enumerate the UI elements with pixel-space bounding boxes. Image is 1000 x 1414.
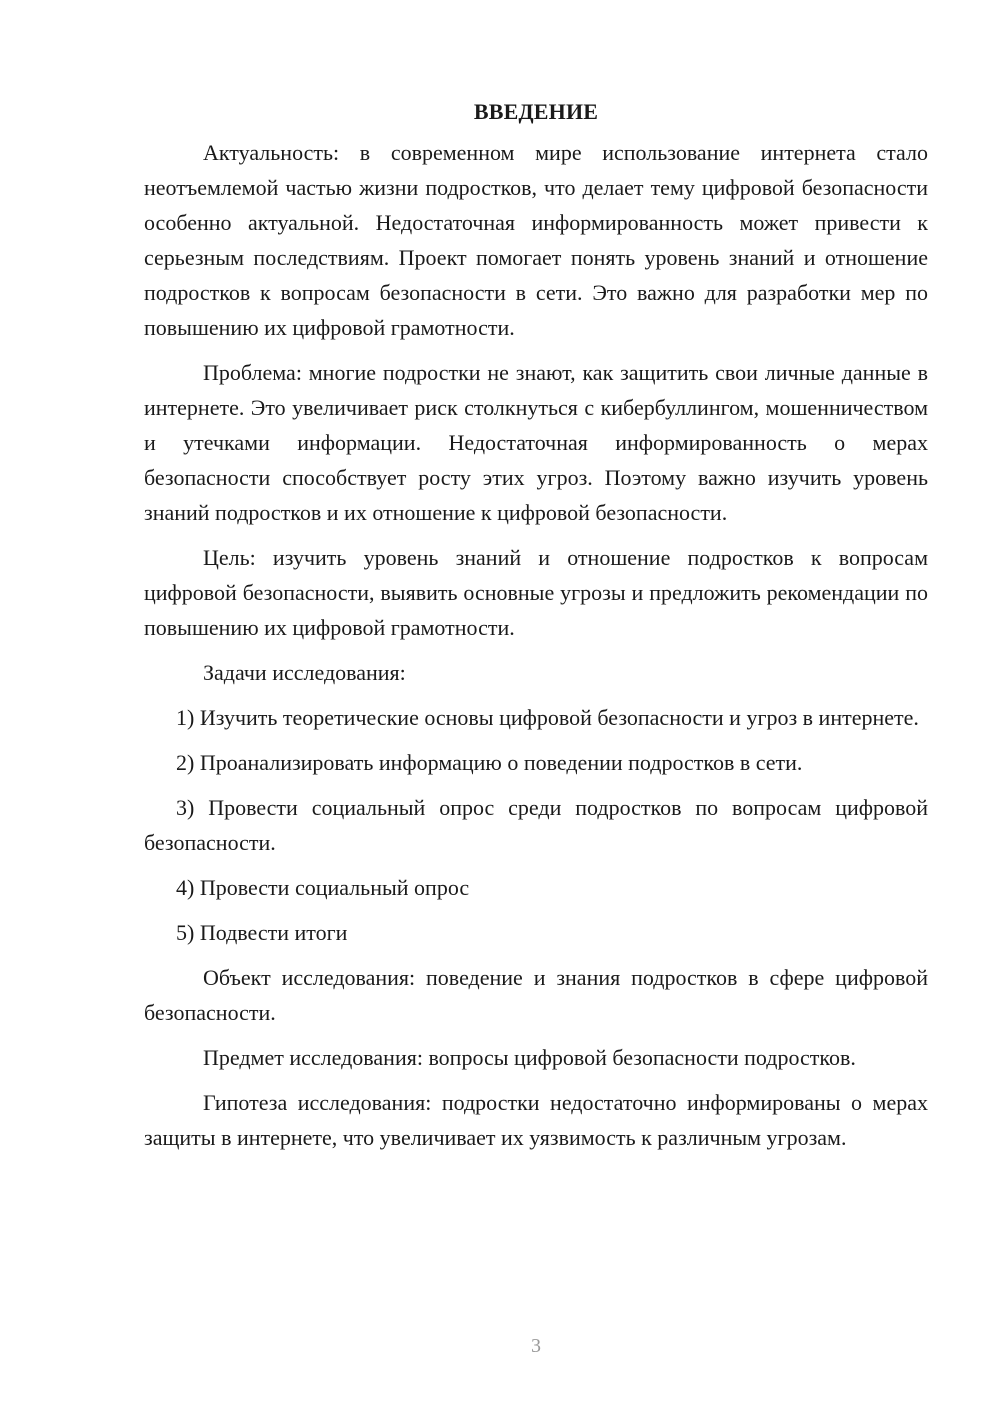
task-item-3: 3) Провести социальный опрос среди подростков по вопросам цифровой безопасности.: [144, 795, 928, 855]
paragraph-tasks-heading: Задачи исследования:: [203, 660, 406, 685]
paragraph-subject: Предмет исследования: вопросы цифровой безопасности подростков.: [203, 1045, 856, 1070]
section-title: ВВЕДЕНИЕ: [473, 99, 599, 124]
task-item-1: 1) Изучить теоретические основы цифровой безопасности и угроз в интернете.: [176, 705, 919, 730]
document-page: [144, 94, 928, 1165]
task-item-4: 4) Провести социальный опрос: [176, 875, 470, 900]
paragraph-goal: Цель: изучить уровень знаний и отношение подростков к вопросам цифровой безопасности, выявить основные угрозы и предложить рекомендации по повышению их цифровой грамотности.: [144, 545, 928, 640]
paragraph-hypothesis: Гипотеза исследования: подростки недостаточно информированы о мерах защиты в интернете, что увеличивает их уязвимость к различным угрозам.: [144, 1090, 928, 1150]
page-number: 3: [531, 1335, 541, 1357]
task-item-5: 5) Подвести итоги: [176, 920, 348, 945]
task-item-2: 2) Проанализировать информацию о поведении подростков в сети.: [176, 750, 803, 775]
paragraph-problem: Проблема: многие подростки не знают, как защитить свои личные данные в интернете. Это увеличивает риск столкнуться с кибербуллингом, мошенничеством и утечками информации. Недостаточная информированность о мерах безопасности способствует росту этих угроз. Поэтому важно изучить уровень знаний подростков и их отношение к цифровой безопасности.: [144, 360, 928, 525]
paragraph-object: Объект исследования: поведение и знания подростков в сфере цифровой безопасности.: [144, 965, 928, 1025]
paragraph-relevance: Актуальность: в современном мире использование интернета стало неотъемлемой частью жизни подростков, что делает тему цифровой безопасности особенно актуальной. Недостаточная информированность может привести к серьезным последствиям. Проект помогает понять уровень знаний и отношение подростков к вопросам безопасности в сети. Это важно для разработки мер по повышению их цифровой грамотности.: [144, 140, 928, 340]
